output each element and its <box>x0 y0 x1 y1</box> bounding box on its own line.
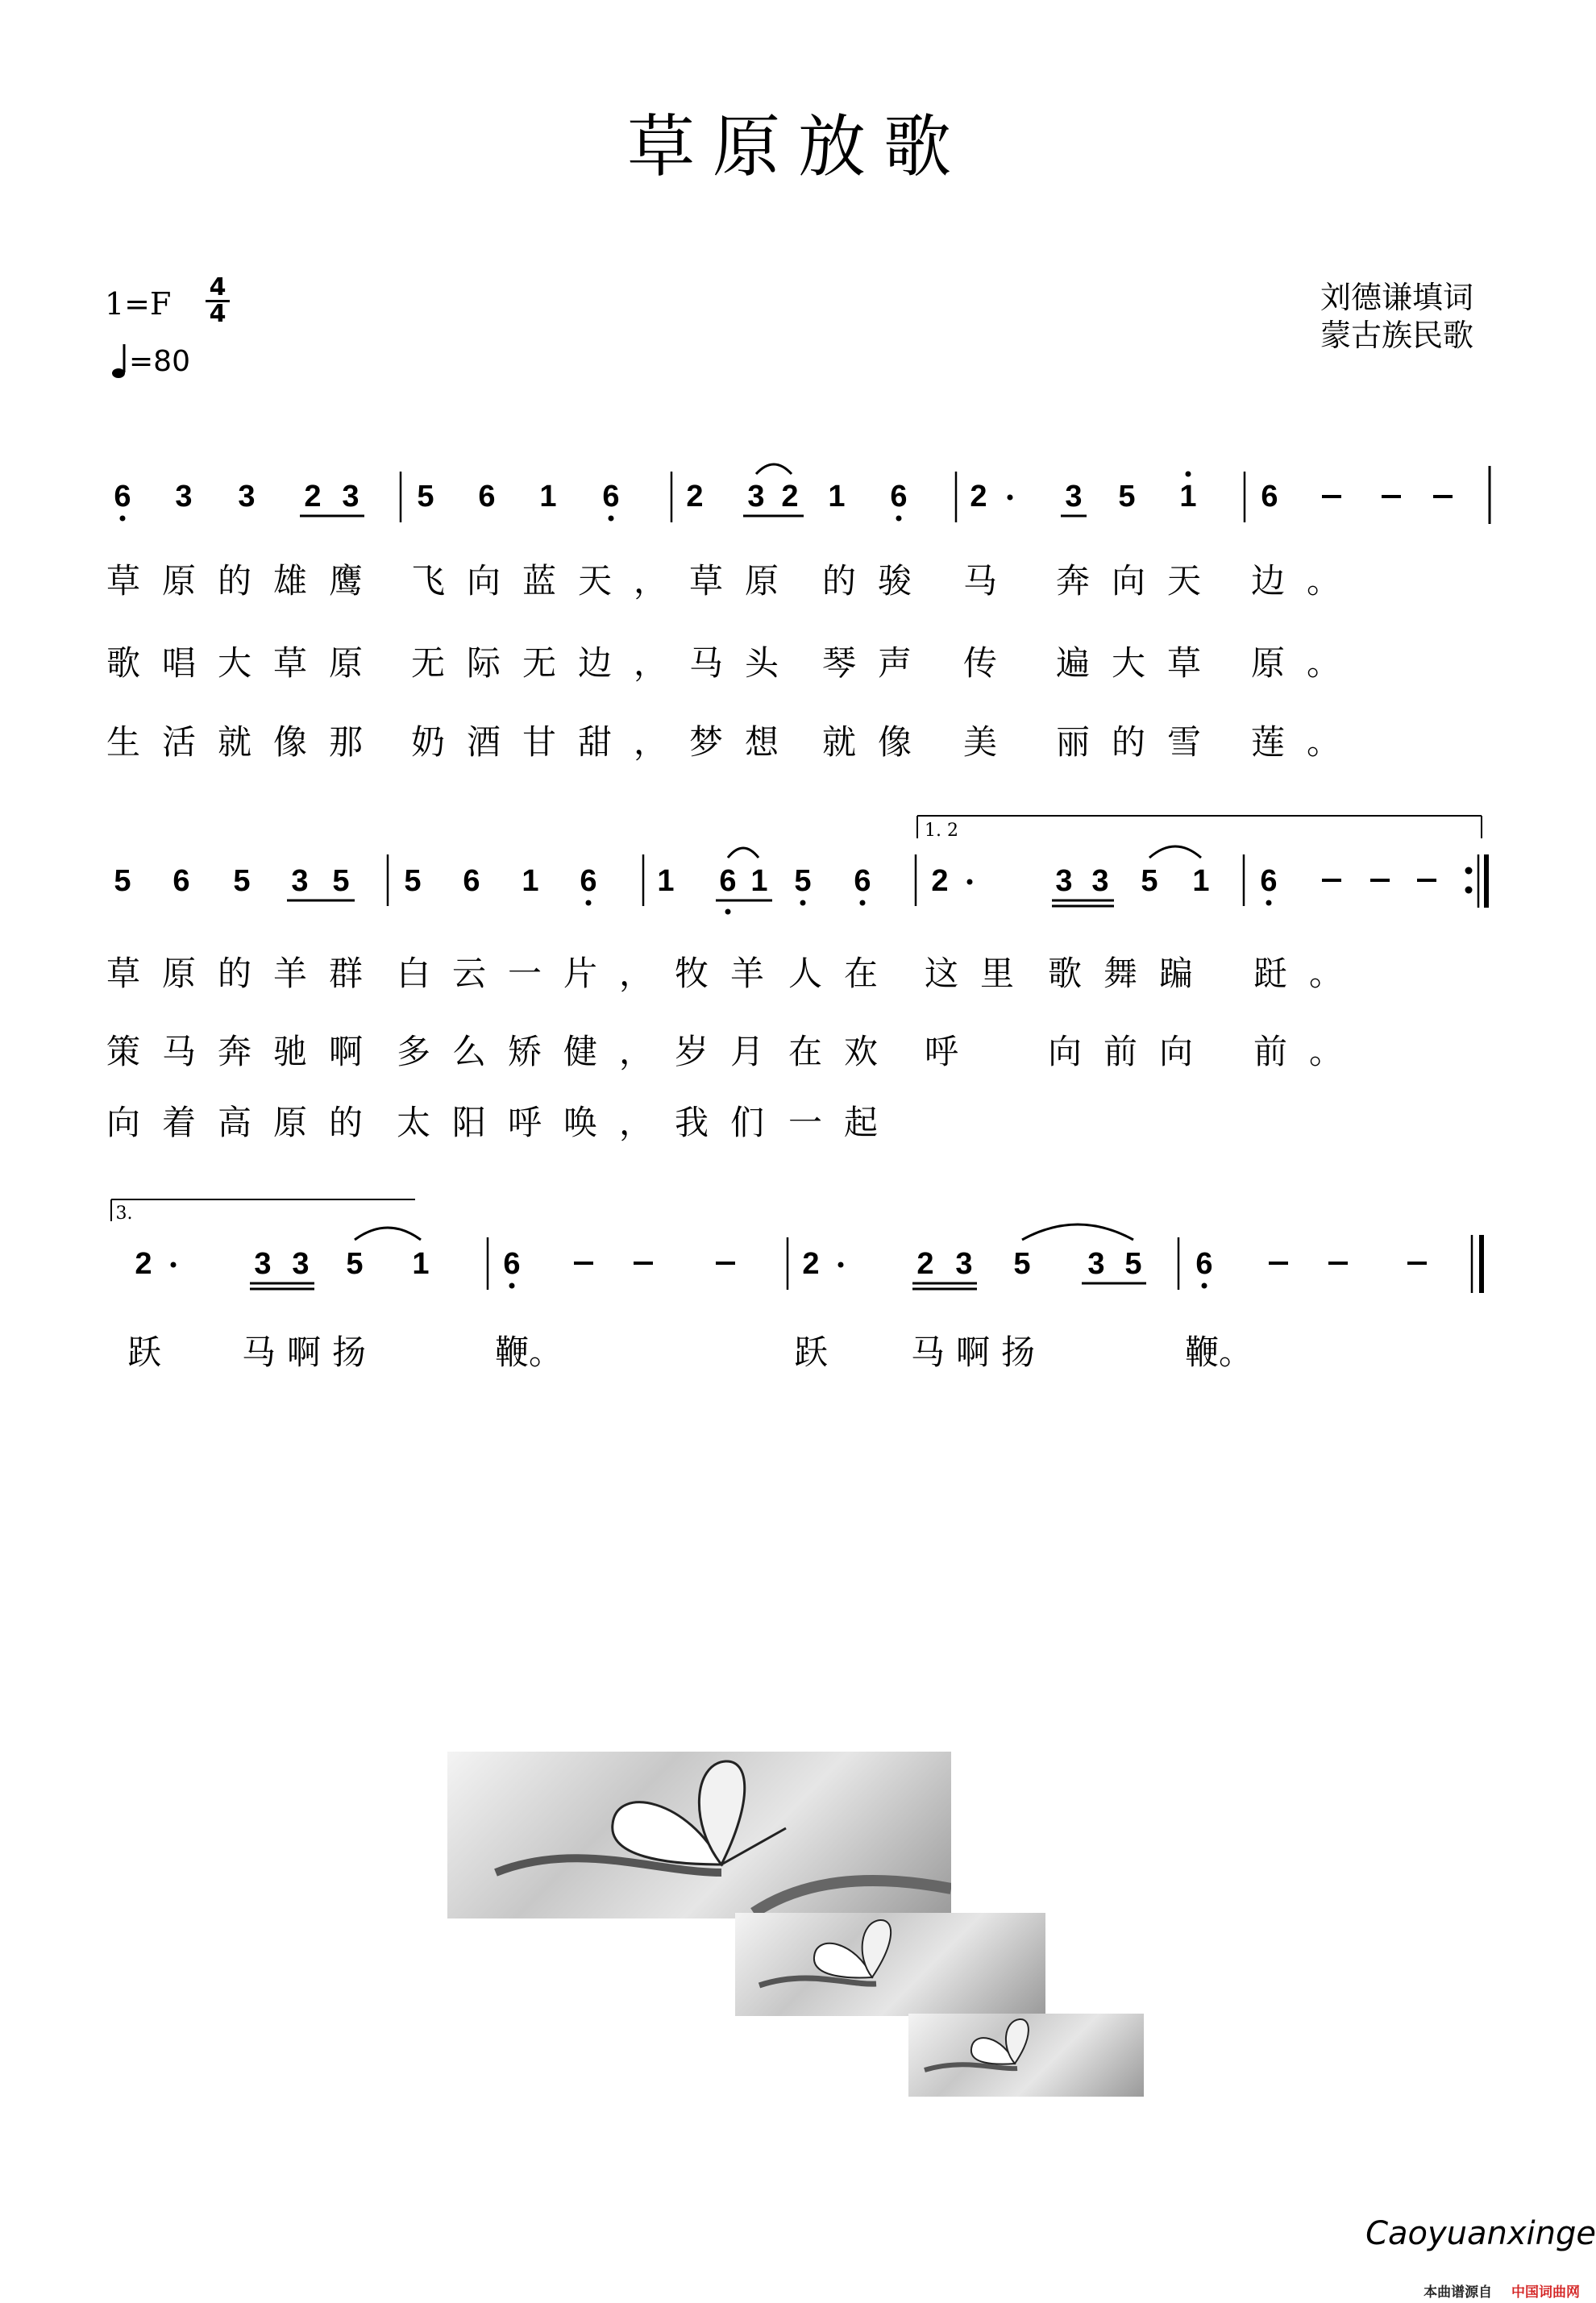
note-digit: 2 <box>916 1247 934 1281</box>
note-digit: 2 <box>304 480 322 513</box>
system-2 <box>114 816 1486 915</box>
note-digit: 2 <box>686 480 704 513</box>
note-digit: 2 <box>931 864 949 898</box>
note-digit: 5 <box>1141 864 1158 898</box>
note-digit: 3 <box>1087 1247 1105 1281</box>
lyric-seg: 歌唱大草原 <box>106 643 385 683</box>
note-digit: 3 <box>342 480 360 513</box>
note-digit: 3 <box>955 1247 973 1281</box>
lyric-seg: 跃 <box>794 1332 829 1372</box>
note-digit: 6 <box>1195 1247 1213 1281</box>
note-digit: 1 <box>1192 864 1210 898</box>
note-digit: 6 <box>602 480 620 513</box>
lyric-seg: 遍大草 <box>1056 643 1224 683</box>
meter-bottom: 4 <box>209 300 227 328</box>
watermark: Caoyuanxinge <box>1365 2215 1596 2252</box>
note-digit: 1 <box>750 864 768 898</box>
lyric-seg: 马啊扬 <box>242 1332 378 1372</box>
note-digit: 5 <box>417 480 434 513</box>
lyric-seg: 向前向 <box>1048 1032 1216 1071</box>
tempo-value: =80 <box>129 344 190 378</box>
lyric-seg: 莲。 <box>1251 722 1363 762</box>
note-digit: 3 <box>1065 480 1083 513</box>
note-digit: 5 <box>1124 1247 1142 1281</box>
footer-site-link[interactable]: 中国词曲网 <box>1511 2284 1580 2301</box>
lyric-seg: 在欢 <box>788 1032 900 1071</box>
note-digit: 6 <box>854 864 871 898</box>
note-digit: 5 <box>1118 480 1136 513</box>
note-digit: 5 <box>114 864 131 898</box>
lyric-seg: 向着高原的 <box>106 1103 385 1142</box>
lyric-seg: 丽的雪 <box>1056 722 1224 762</box>
note-digit: 5 <box>346 1247 364 1281</box>
lyric-seg: 美 <box>963 722 1020 762</box>
lyric-seg: 策马奔驰啊 <box>106 1032 385 1071</box>
note-digit: 6 <box>463 864 480 898</box>
lyric-seg: 太阳呼唤，我们 <box>397 1103 787 1142</box>
footer <box>1424 2280 1580 2301</box>
lyric-seg: 多么矫健，岁月 <box>397 1032 787 1071</box>
butterfly-icon <box>908 2014 1144 2097</box>
lyric-seg: 鞭。 <box>1185 1332 1253 1372</box>
note-digit: 2 <box>802 1247 820 1281</box>
lyric-seg: 歌舞蹁 <box>1048 954 1216 993</box>
note-digit: 3 <box>291 864 309 898</box>
lyric-seg: 飞向蓝天，草原 <box>411 561 801 601</box>
note-digit: 6 <box>1261 480 1278 513</box>
butterfly-image-small <box>908 2014 1144 2097</box>
butterfly-image-large <box>447 1752 951 1918</box>
lyricist-credit: 刘德谦填词 <box>1320 280 1473 315</box>
lyric-seg: 琴声 <box>822 643 934 683</box>
lyric-seg: 生活就像那 <box>106 722 385 762</box>
footer-source-label: 本曲谱源自 <box>1424 2284 1493 2301</box>
note-digit: 6 <box>1260 864 1278 898</box>
note-digit: 5 <box>404 864 422 898</box>
volta-label-second: 3. <box>115 1203 133 1224</box>
note-digit: 1 <box>412 1247 430 1281</box>
lyric-seg: 人在 <box>788 954 900 993</box>
lyric-seg: 原。 <box>1251 643 1363 683</box>
note-digit: 1 <box>522 864 539 898</box>
lyric-seg: 鞭。 <box>495 1332 563 1372</box>
note-digit: 6 <box>172 864 190 898</box>
lyric-seg: 白云一片，牧羊 <box>397 954 787 993</box>
note-digit: 3 <box>238 480 256 513</box>
lyric-seg: 跹。 <box>1253 954 1365 993</box>
note-digit: 6 <box>890 480 908 513</box>
lyric-seg: 这里 <box>925 954 1037 993</box>
lyric-seg: 奔向天 <box>1056 561 1224 601</box>
note-digit: 3 <box>747 480 765 513</box>
note-digit: 5 <box>332 864 350 898</box>
note-digit: 2 <box>781 480 799 513</box>
key-signature: 1=F <box>105 286 172 322</box>
note-digit: 6 <box>719 864 737 898</box>
note-digit: 6 <box>478 480 496 513</box>
note-digit: 1 <box>828 480 846 513</box>
note-digit: 1 <box>657 864 675 898</box>
note-digit: 2 <box>135 1247 152 1281</box>
lyric-seg: 就像 <box>822 722 934 762</box>
lyric-seg: 前。 <box>1253 1032 1365 1071</box>
lyric-seg: 无际无边，马头 <box>411 643 801 683</box>
butterfly-image-medium <box>735 1913 1045 2016</box>
note-digit: 5 <box>794 864 812 898</box>
system-1 <box>114 464 1490 524</box>
lyric-seg: 马啊扬 <box>911 1332 1047 1372</box>
lyric-seg: 奶酒甘甜，梦想 <box>411 722 801 762</box>
lyric-seg: 边。 <box>1251 561 1363 601</box>
lyric-seg: 的骏 <box>822 561 934 601</box>
note-digit: 3 <box>1055 864 1073 898</box>
note-digit: 6 <box>503 1247 521 1281</box>
volta-label-first: 1. 2 <box>925 821 958 841</box>
note-digit: 3 <box>175 480 193 513</box>
lyric-seg: 草原的雄鹰 <box>106 561 385 601</box>
source-credit: 蒙古族民歌 <box>1320 318 1473 353</box>
note-digit: 5 <box>233 864 251 898</box>
meter-top: 4 <box>206 276 230 302</box>
lyric-seg: 马 <box>963 561 1020 601</box>
note-digit: 2 <box>970 480 987 513</box>
note-digit: 1 <box>1179 480 1197 513</box>
butterfly-icon <box>447 1752 951 1918</box>
lyric-seg: 草原的羊群 <box>106 954 385 993</box>
note-digit: 1 <box>539 480 557 513</box>
note-digit: 6 <box>114 480 131 513</box>
lyric-seg: 跃 <box>127 1332 162 1372</box>
lyric-seg: 传 <box>963 643 1020 683</box>
note-digit: 3 <box>1091 864 1109 898</box>
song-title: 草原放歌 <box>626 107 969 186</box>
note-digit: 5 <box>1013 1247 1031 1281</box>
lyric-seg: 呼 <box>925 1032 981 1071</box>
note-digit: 3 <box>292 1247 310 1281</box>
note-digit: 6 <box>580 864 597 898</box>
butterfly-icon <box>735 1913 1045 2016</box>
system-3 <box>111 1199 1482 1293</box>
note-digit: 3 <box>254 1247 272 1281</box>
lyric-seg: 一起 <box>788 1103 900 1142</box>
